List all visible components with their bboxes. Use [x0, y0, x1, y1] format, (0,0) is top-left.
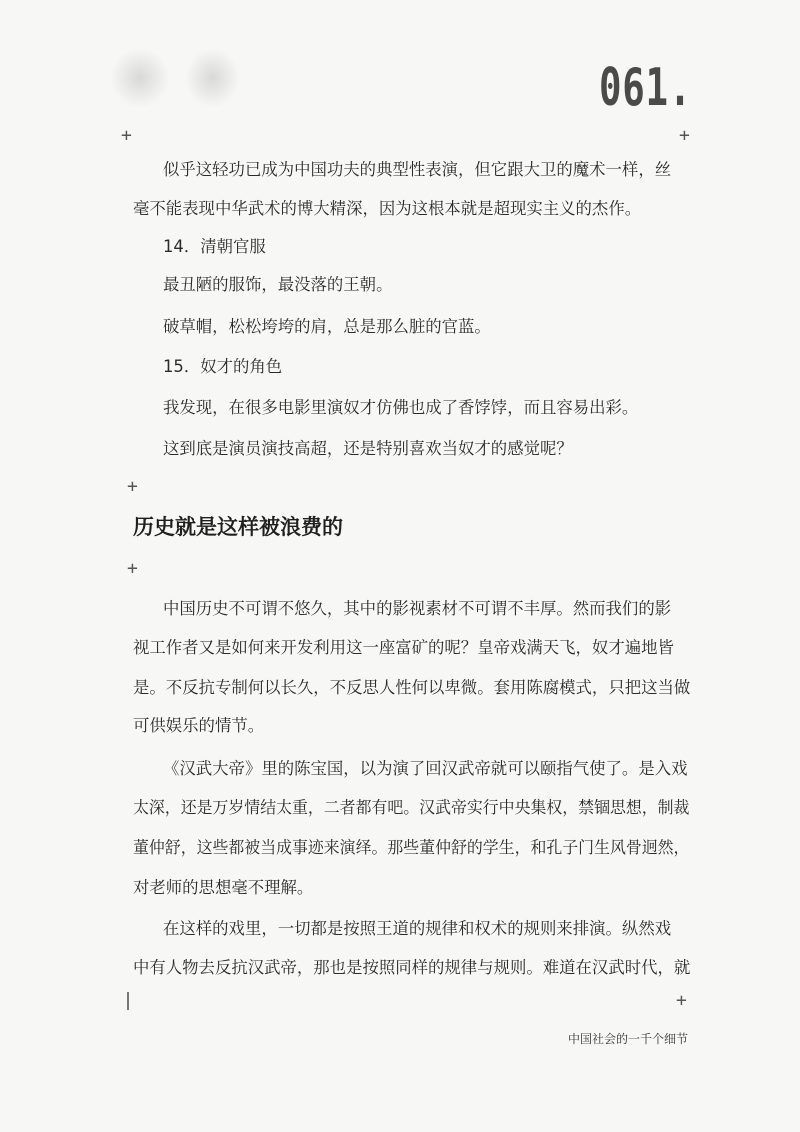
- subheading-14: 14．清朝官服: [163, 237, 266, 256]
- body-line: 可供娱乐的情节。: [133, 716, 265, 735]
- body-line: 中有人物去反抗汉武帝，那也是按照同样的规律与规则。难道在汉武时代，就: [133, 958, 691, 977]
- running-footer: 中国社会的一千个细节: [568, 1032, 689, 1046]
- body-line: 最丑陋的服饰，最没落的王朝。: [163, 275, 393, 294]
- body-line: 毫不能表现中华武术的博大精深，因为这根本就是超现实主义的杰作。: [133, 199, 642, 218]
- bleed-through-smudge-right: [185, 48, 240, 108]
- body-line: 《汉武大帝》里的陈宝国，以为演了回汉武帝就可以颐指气使了。是入戏: [163, 759, 688, 778]
- body-line: 在这样的戏里，一切都是按照王道的规律和权术的规则来排演。纵然戏: [163, 919, 672, 938]
- body-line: 破草帽，松松垮垮的肩，总是那么脏的官蓝。: [163, 317, 491, 336]
- crop-mark-top-right: +: [679, 125, 690, 146]
- crop-mark-bottom-left: [127, 992, 129, 1010]
- body-line: 董仲舒，这些都被当成事迹来演绎。那些董仲舒的学生，和孔子门生风骨迥然，: [133, 838, 690, 857]
- bleed-through-smudge-left: [110, 48, 170, 108]
- crop-mark-bottom-right: +: [676, 990, 687, 1011]
- body-line: 对老师的思想毫不理解。: [133, 878, 314, 897]
- crop-mark-mid-left-2: +: [127, 558, 138, 579]
- body-line: 这到底是演员演技高超，还是特别喜欢当奴才的感觉呢？: [163, 439, 573, 458]
- body-line: 中国历史不可谓不悠久，其中的影视素材不可谓不丰厚。然而我们的影: [163, 599, 672, 618]
- crop-mark-top-left: +: [121, 125, 132, 146]
- body-line: 我发现，在很多电影里演奴才仿佛也成了香饽饽，而且容易出彩。: [163, 398, 639, 417]
- body-line: 太深，还是万岁情结太重，二者都有吧。汉武帝实行中央集权，禁锢思想，制裁: [133, 798, 690, 817]
- page-number: 061.: [599, 58, 693, 118]
- subheading-15: 15．奴才的角色: [163, 357, 283, 376]
- section-heading: 历史就是这样被浪费的: [133, 514, 343, 539]
- body-line: 视工作者又是如何来开发利用这一座富矿的呢？皇帝戏满天飞，奴才遍地皆: [133, 638, 674, 657]
- body-line: 是。不反抗专制何以长久，不反思人性何以卑微。套用陈腐模式，只把这当做: [133, 678, 691, 697]
- crop-mark-mid-left: +: [127, 476, 138, 497]
- body-line: 似乎这轻功已成为中国功夫的典型性表演，但它跟大卫的魔术一样，丝: [163, 160, 672, 179]
